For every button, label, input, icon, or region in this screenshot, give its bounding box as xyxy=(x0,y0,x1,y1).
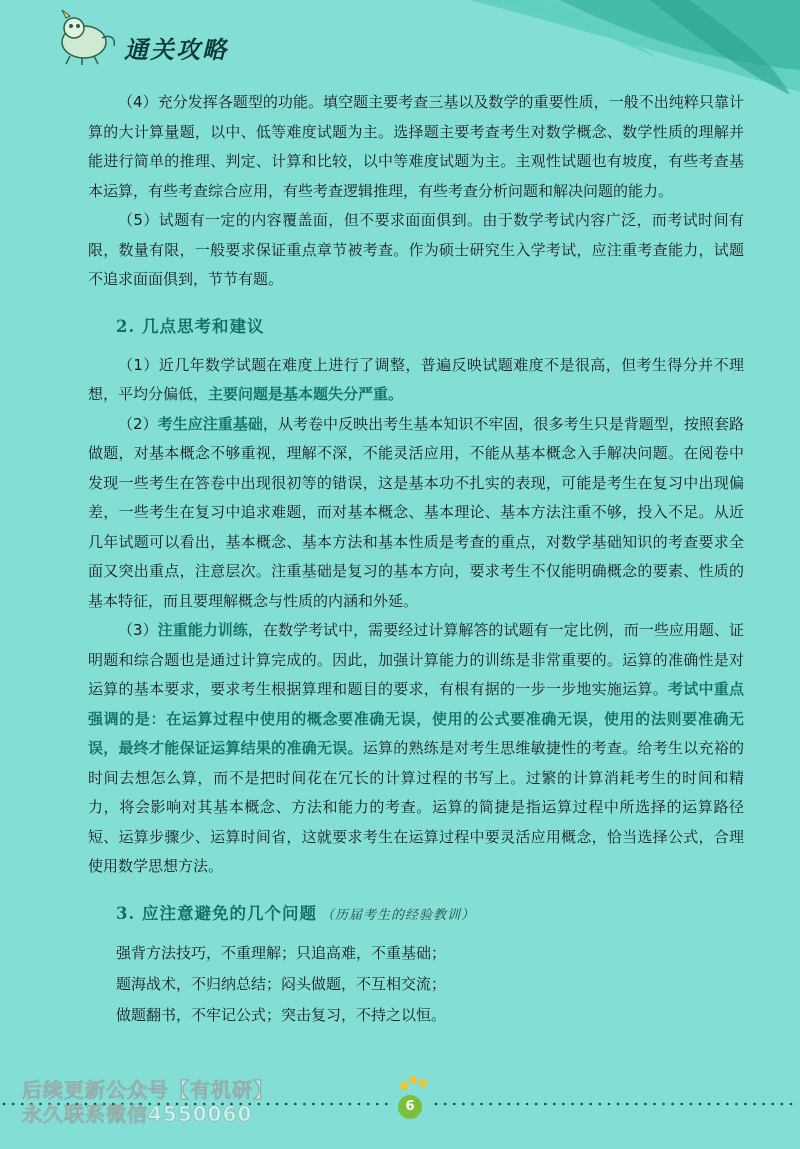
highlight-text: 主要问题是基本题失分严重。 xyxy=(208,385,404,403)
section-3-subtitle: （历届考生的经验教训） xyxy=(320,907,475,923)
paragraph-text: 运算的熟练是对考生思维敏捷性的考查。给考生以充裕的时间去想怎么算，而不是把时间花在冗长的计算过程的书写上。过繁的计算消耗考生的时间和精力，将会影响对其基本概念、方法和能力的考查。运算的简捷是指运算过程中所选择的运算路径短、运算步骤少、运算时间省，这就要求考生在运算过程中要灵活应用概念，恰当选择公式，合理使用数学思想方法。 xyxy=(88,739,744,875)
header-title: 通关攻略 xyxy=(124,35,228,64)
advice-line: 题海战术，不归纳总结；闷头做题，不互相交流； xyxy=(116,974,447,993)
paragraph-item-4: （4）充分发挥各题型的功能。填空题主要考查三基以及数学的重要性质，一般不出纯粹只靠计算的大计算量题，以中、低等难度试题为主。选择题主要考查考生对数学概念、数学性质的理解并能进行简单的推理、判定、计算和比较，以中等难度试题为主。主观性试题也有坡度，有些考查基本运算，有些考查综合应用，有些考查逻辑推理，有些考查分析问题和解决问题的能力。 xyxy=(88,93,744,200)
advice-list xyxy=(116,938,744,1031)
section-3-title: 3. 应注意避免的几个问题 xyxy=(116,903,317,923)
highlight-text: 考试中重点强调的是：在运算过程中使用的概念要准确无误，使用的公式要准确无误，使用的法则要准确无误，最终才能保证运算结果的准确无误。 xyxy=(88,680,744,757)
paragraph-prefix: （2） xyxy=(118,414,158,433)
paragraph-text: ，在数学考试中，需要经过计算解答的试题有一定比例，而一些应用题、证明题和综合题也是通过计算完成的。因此，加强计算能力的训练是非常重要的。运算的准确性是对运算的基本要求，要求考生根据算理和题目的要求，有根有据的一步一步地实施运算。 xyxy=(88,621,744,698)
paragraph-text: ，从考卷中反映出考生基本知识不牢固，很多考生只是背题型，按照套路做题，对基本概念不够重视，理解不深，不能灵活应用，不能从基本概念入手解决问题。在阅卷中发现一些考生在答卷中出现很初等的错误，这是基本功不扎实的表现，可能是考生在复习中出现偏差，一些考生在复习中追求难题，而对基本概念、基本理论、基本方法注重不够，投入不足。从近几年试题可以看出，基本概念、基本方法和基本性质是考查的重点，对数学基础知识的考查要求全面又突出重点，注意层次。注重基础是复习的基本方向，要求考生不仅能明确概念的要素、性质的基本特征，而且要理解概念与性质的内涵和外延。 xyxy=(88,414,744,610)
section-2-paragraph-2 xyxy=(88,410,744,617)
footer-dotted-line-right xyxy=(432,1100,800,1108)
watermark-line-2: 永久联系微信4550060 xyxy=(22,1102,253,1126)
paragraph-prefix: （3） xyxy=(118,621,158,639)
watermark-line-1: 后续更新公众号【有机研】 xyxy=(22,1078,274,1102)
advice-line: 强背方法技巧，不重理解；只追高难，不重基础； xyxy=(116,943,447,962)
paragraph-item-5: （5）试题有一定的内容覆盖面，但不要求面面俱到。由于数学考试内容广泛，而考试时间有限，数量有限，一般要求保证重点章节被考查。作为硕士研究生入学考试，应注重考查能力，试题不追求面面俱到，节节有题。 xyxy=(88,211,744,288)
section-3-heading xyxy=(116,900,744,924)
section-2-heading: 2. 几点思考和建议 xyxy=(116,316,265,336)
highlight-text: 考生应注重基础 xyxy=(157,414,263,433)
advice-line: 做题翻书，不牢记公式；突击复习，不持之以恒。 xyxy=(116,1005,447,1024)
main-content xyxy=(88,88,744,1031)
highlight-text: 注重能力训练 xyxy=(157,621,248,639)
paragraph-text: （1）近几年数学试题在难度上进行了调整，普遍反映试题难度不是很高，但考生得分并不理想，平均分偏低， xyxy=(88,355,744,403)
page-number-badge: 6 xyxy=(398,1095,422,1119)
corner-leaves-decoration xyxy=(0,0,800,100)
mascot-icon xyxy=(48,8,120,66)
section-2-paragraph-1 xyxy=(88,351,744,410)
section-2-paragraph-3 xyxy=(88,616,744,882)
